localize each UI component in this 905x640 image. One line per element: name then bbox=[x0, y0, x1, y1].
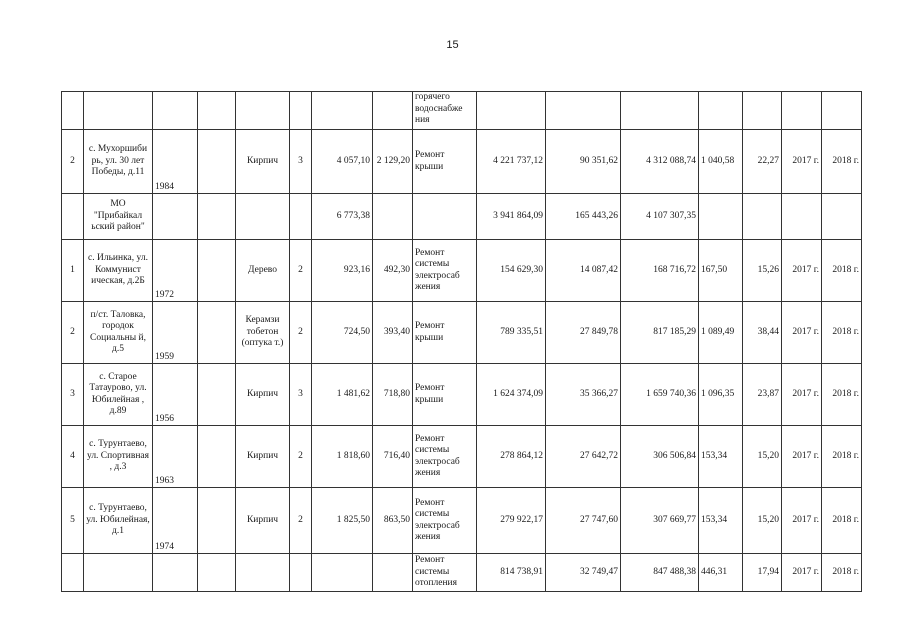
year-cell bbox=[153, 554, 198, 592]
area-living-cell bbox=[373, 554, 413, 592]
area-living-cell: 863,50 bbox=[373, 488, 413, 554]
cost-additional-cell: 90 351,62 bbox=[546, 130, 621, 194]
work-type-cell: горячего водоснабже ния bbox=[413, 92, 477, 130]
total-cost-cell: 847 488,38 bbox=[621, 554, 699, 592]
floors-cell: 2 bbox=[290, 426, 312, 488]
table-row bbox=[62, 194, 862, 240]
year-cell: 1984 bbox=[153, 130, 198, 194]
row-number-cell: 2 bbox=[62, 130, 84, 194]
work-type-cell bbox=[413, 194, 477, 240]
end-year-cell: 2018 г. bbox=[822, 240, 862, 302]
table-row bbox=[62, 554, 862, 592]
floors-cell bbox=[290, 194, 312, 240]
cost-additional-cell: 27 642,72 bbox=[546, 426, 621, 488]
floors-cell: 3 bbox=[290, 364, 312, 426]
cost-additional-cell: 27 849,78 bbox=[546, 302, 621, 364]
row-number-cell: 1 bbox=[62, 240, 84, 302]
end-year-cell: 2018 г. bbox=[822, 488, 862, 554]
end-year-cell: 2018 г. bbox=[822, 426, 862, 488]
empty-cell bbox=[198, 364, 236, 426]
year-cell: 1959 bbox=[153, 302, 198, 364]
address-cell bbox=[84, 92, 153, 130]
repair-table bbox=[61, 91, 862, 592]
unit-cost-cell: 1 096,35 bbox=[699, 364, 743, 426]
empty-cell bbox=[198, 130, 236, 194]
total-cost-cell: 817 185,29 bbox=[621, 302, 699, 364]
address-cell: с. Мухоршиби рь, ул. 30 лет Победы, д.11 bbox=[84, 130, 153, 194]
cost-cell bbox=[477, 92, 546, 130]
area-cell bbox=[312, 554, 373, 592]
start-year-cell: 2017 г. bbox=[782, 302, 822, 364]
area-living-cell bbox=[373, 92, 413, 130]
address-cell: п/ст. Таловка, городок Социальны й, д.5 bbox=[84, 302, 153, 364]
total-cost-cell: 4 107 307,35 bbox=[621, 194, 699, 240]
cost-additional-cell: 14 087,42 bbox=[546, 240, 621, 302]
area-living-cell: 716,40 bbox=[373, 426, 413, 488]
start-year-cell: 2017 г. bbox=[782, 130, 822, 194]
floors-cell bbox=[290, 92, 312, 130]
address-cell: с. Турунтаево, ул. Спортивная , д.3 bbox=[84, 426, 153, 488]
area-cell: 4 057,10 bbox=[312, 130, 373, 194]
material-cell bbox=[236, 92, 290, 130]
percent-cell: 15,20 bbox=[743, 488, 782, 554]
start-year-cell: 2017 г. bbox=[782, 488, 822, 554]
start-year-cell bbox=[782, 92, 822, 130]
material-cell: Кирпич bbox=[236, 364, 290, 426]
total-cost-cell: 306 506,84 bbox=[621, 426, 699, 488]
unit-cost-cell: 153,34 bbox=[699, 488, 743, 554]
floors-cell bbox=[290, 554, 312, 592]
cost-cell: 3 941 864,09 bbox=[477, 194, 546, 240]
total-cost-cell: 4 312 088,74 bbox=[621, 130, 699, 194]
empty-cell bbox=[198, 92, 236, 130]
area-cell: 1 825,50 bbox=[312, 488, 373, 554]
total-cost-cell bbox=[621, 92, 699, 130]
area-cell: 1 481,62 bbox=[312, 364, 373, 426]
unit-cost-cell bbox=[699, 92, 743, 130]
unit-cost-cell: 1 040,58 bbox=[699, 130, 743, 194]
cost-cell: 789 335,51 bbox=[477, 302, 546, 364]
row-number-cell bbox=[62, 92, 84, 130]
work-type-cell: Ремонт крыши bbox=[413, 364, 477, 426]
cost-cell: 814 738,91 bbox=[477, 554, 546, 592]
row-number-cell: 2 bbox=[62, 302, 84, 364]
year-cell bbox=[153, 92, 198, 130]
area-living-cell: 2 129,20 bbox=[373, 130, 413, 194]
percent-cell: 17,94 bbox=[743, 554, 782, 592]
unit-cost-cell: 167,50 bbox=[699, 240, 743, 302]
percent-cell: 22,27 bbox=[743, 130, 782, 194]
work-type-cell: Ремонт системы электросаб жения bbox=[413, 240, 477, 302]
row-number-cell: 5 bbox=[62, 488, 84, 554]
material-cell: Кирпич bbox=[236, 426, 290, 488]
cost-cell: 154 629,30 bbox=[477, 240, 546, 302]
year-cell bbox=[153, 194, 198, 240]
table-row bbox=[62, 364, 862, 426]
table-row bbox=[62, 488, 862, 554]
year-cell: 1963 bbox=[153, 426, 198, 488]
page-number: 15 bbox=[446, 39, 459, 51]
unit-cost-cell: 153,34 bbox=[699, 426, 743, 488]
area-cell: 1 818,60 bbox=[312, 426, 373, 488]
unit-cost-cell bbox=[699, 194, 743, 240]
percent-cell: 23,87 bbox=[743, 364, 782, 426]
percent-cell: 15,20 bbox=[743, 426, 782, 488]
table-row bbox=[62, 130, 862, 194]
start-year-cell: 2017 г. bbox=[782, 554, 822, 592]
start-year-cell: 2017 г. bbox=[782, 426, 822, 488]
percent-cell bbox=[743, 194, 782, 240]
empty-cell bbox=[198, 488, 236, 554]
work-type-cell: Ремонт системы отопления bbox=[413, 554, 477, 592]
cost-cell: 279 922,17 bbox=[477, 488, 546, 554]
table-row bbox=[62, 240, 862, 302]
work-type-cell: Ремонт крыши bbox=[413, 302, 477, 364]
cost-cell: 4 221 737,12 bbox=[477, 130, 546, 194]
start-year-cell: 2017 г. bbox=[782, 240, 822, 302]
address-cell bbox=[84, 554, 153, 592]
work-type-cell: Ремонт системы электросаб жения bbox=[413, 426, 477, 488]
area-cell: 6 773,38 bbox=[312, 194, 373, 240]
end-year-cell: 2018 г. bbox=[822, 302, 862, 364]
cost-additional-cell: 35 366,27 bbox=[546, 364, 621, 426]
end-year-cell: 2018 г. bbox=[822, 554, 862, 592]
material-cell bbox=[236, 194, 290, 240]
table-row bbox=[62, 426, 862, 488]
cost-additional-cell bbox=[546, 92, 621, 130]
empty-cell bbox=[198, 426, 236, 488]
cost-cell: 278 864,12 bbox=[477, 426, 546, 488]
empty-cell bbox=[198, 194, 236, 240]
row-number-cell bbox=[62, 194, 84, 240]
floors-cell: 3 bbox=[290, 130, 312, 194]
percent-cell bbox=[743, 92, 782, 130]
unit-cost-cell: 1 089,49 bbox=[699, 302, 743, 364]
year-cell: 1956 bbox=[153, 364, 198, 426]
end-year-cell bbox=[822, 194, 862, 240]
cost-additional-cell: 165 443,26 bbox=[546, 194, 621, 240]
address-cell: МО "Прибайкал ьский район" bbox=[84, 194, 153, 240]
area-living-cell: 718,80 bbox=[373, 364, 413, 426]
empty-cell bbox=[198, 240, 236, 302]
material-cell: Кирпич bbox=[236, 130, 290, 194]
end-year-cell: 2018 г. bbox=[822, 364, 862, 426]
total-cost-cell: 307 669,77 bbox=[621, 488, 699, 554]
row-number-cell bbox=[62, 554, 84, 592]
material-cell: Дерево bbox=[236, 240, 290, 302]
material-cell: Керамзи тобетон (оптука т.) bbox=[236, 302, 290, 364]
material-cell: Кирпич bbox=[236, 488, 290, 554]
total-cost-cell: 168 716,72 bbox=[621, 240, 699, 302]
floors-cell: 2 bbox=[290, 240, 312, 302]
material-cell bbox=[236, 554, 290, 592]
table-row bbox=[62, 92, 862, 130]
empty-cell bbox=[198, 302, 236, 364]
area-cell bbox=[312, 92, 373, 130]
empty-cell bbox=[198, 554, 236, 592]
address-cell: с. Турунтаево, ул. Юбилейная, д.1 bbox=[84, 488, 153, 554]
area-living-cell: 393,40 bbox=[373, 302, 413, 364]
start-year-cell: 2017 г. bbox=[782, 364, 822, 426]
area-cell: 724,50 bbox=[312, 302, 373, 364]
total-cost-cell: 1 659 740,36 bbox=[621, 364, 699, 426]
cost-cell: 1 624 374,09 bbox=[477, 364, 546, 426]
floors-cell: 2 bbox=[290, 302, 312, 364]
percent-cell: 15,26 bbox=[743, 240, 782, 302]
row-number-cell: 3 bbox=[62, 364, 84, 426]
cost-additional-cell: 32 749,47 bbox=[546, 554, 621, 592]
row-number-cell: 4 bbox=[62, 426, 84, 488]
table-row bbox=[62, 302, 862, 364]
percent-cell: 38,44 bbox=[743, 302, 782, 364]
floors-cell: 2 bbox=[290, 488, 312, 554]
area-living-cell: 492,30 bbox=[373, 240, 413, 302]
work-type-cell: Ремонт системы электросаб жения bbox=[413, 488, 477, 554]
year-cell: 1972 bbox=[153, 240, 198, 302]
address-cell: с. Ильинка, ул. Коммунист ическая, д.2Б bbox=[84, 240, 153, 302]
start-year-cell bbox=[782, 194, 822, 240]
work-type-cell: Ремонт крыши bbox=[413, 130, 477, 194]
year-cell: 1974 bbox=[153, 488, 198, 554]
cost-additional-cell: 27 747,60 bbox=[546, 488, 621, 554]
unit-cost-cell: 446,31 bbox=[699, 554, 743, 592]
area-cell: 923,16 bbox=[312, 240, 373, 302]
end-year-cell bbox=[822, 92, 862, 130]
area-living-cell bbox=[373, 194, 413, 240]
address-cell: с. Старое Татаурово, ул. Юбилейная , д.89 bbox=[84, 364, 153, 426]
end-year-cell: 2018 г. bbox=[822, 130, 862, 194]
